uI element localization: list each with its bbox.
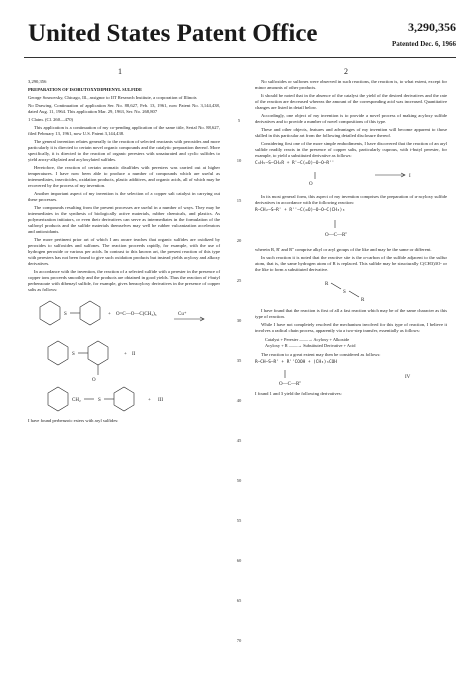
paragraph: No sulfoxides or sulfones were observed in such reactions, the reaction is, to what extent, except for minor amounts of other products. [255, 79, 447, 90]
scheme-label: O [92, 378, 96, 383]
benzene-ring [40, 301, 60, 325]
paragraph: Considering first one of the more simple embodiments, I have discovered that the reaction of an aryl sulfide readily reacts in the presence of copper salts, particularly cuprous, with t-butyl perester, for example, to yield a substituted derivative as follows: [255, 141, 447, 158]
scheme-label: R [325, 282, 329, 287]
scheme-label: II [132, 352, 136, 357]
scheme-plus: + [148, 398, 151, 403]
scheme-label: IV [405, 375, 411, 380]
bond [331, 283, 341, 289]
scheme-label: O—C—R'' [279, 382, 302, 387]
scheme-label: S [72, 352, 75, 357]
scheme-label: III [158, 398, 163, 403]
benzene-ring [48, 387, 68, 411]
paragraph: The general invention relates generally to the reaction of selected reactants with peroxides and more particularly it is directed to certain novel organic compounds and the catalytic preparation thereof. More specifically, it is directed to the reaction of organic peresters with unsaturated and cyclic sulfides to yield aroxy-alkylated and acyloxylated sulfides. [28, 139, 220, 162]
patent-title: PREPARATION OF ISOBUTOXYDIPHENYL SULFIDE [28, 87, 143, 92]
column-number-2: 2 [344, 67, 348, 76]
paragraph: Heretofore, the reaction of certain aromatic disulfides with peresters was carried out at higher temperatures. I have now been able to produce a number of compounds which are useful as intermediates, insecticides, oxidation products, plastic additives, and organic acids, all of which may be recovered by the process of my invention. [28, 165, 220, 188]
patent-date: Patented Dec. 6, 1966 [392, 40, 456, 48]
patent-number-small: 3,290,356 [28, 79, 47, 84]
line-number: 70 [236, 638, 242, 643]
paragraph: The more pertinent prior art of which I am aware teaches that organic sulfides are oxidized by peroxides to sulfoxides and sulfones. The reaction proceeds rapidly, for example, with the use of hydrogen peroxide or various per acids. In contrast to this known art, the present reaction of this type with peresters has not been found to give such oxidation products but instead yields acyloxy and alkoxy derivatives. [28, 237, 220, 266]
paragraph: It should be noted that in the absence of the catalyst the yield of the desired derivatives and the rate of the reaction are decreased whereas the amount of the corresponding acid was increased. Quantitative changes are listed in detail below. [255, 93, 447, 110]
line-number: 10 [236, 158, 242, 163]
equation: C₆H₅—S—CH₂R + R'—C(=O)—O—O—R'' [255, 161, 335, 166]
scheme-plus: + [108, 312, 111, 317]
scheme-label: S [64, 312, 67, 317]
paragraph: This application is a continuation of my co-pending application of the same title, Serial No. 88,627, filed February 13, 1961, now U.S. Patent 3,144,438. [28, 125, 220, 136]
reaction-scheme [28, 295, 220, 415]
scheme-label: CH₂ [72, 398, 81, 403]
paragraph: While I have not completely resolved the mechanism involved for this type of reaction, I believe it involves a radical chain process, apparently via a two-step transfer, essentially as follows: [255, 322, 447, 333]
paragraph: The compounds resulting from the present processes are useful in a number of ways. They may be intermediates in the synthesis of biologically active materials, rubber chemicals, and plastics. As polymerization initiators, or even their derivatives can serve as intermediates in the formulation of the sulfonyl products and the sulfide materials themselves may well be rubber vulcanization accelerators and antioxidants. [28, 205, 220, 234]
left-column [28, 79, 220, 426]
line-number: 15 [236, 198, 242, 203]
benzene-ring [114, 387, 134, 411]
paragraph: I have found perbenzoic esters with aryl sulfides: [28, 418, 119, 423]
right-column [255, 79, 447, 399]
filing-info: No Drawing. Continuation of application Ser. No. 88,627, Feb. 13, 1961, now Patent No. 3,144,438, dated Aug. 11, 1964. This application Mar. 29, 1963, Ser. No. 268,807 [28, 103, 220, 114]
patent-number: 3,290,356 [408, 20, 456, 34]
paragraph: wherein R, R' and R'' comprise alkyl or aryl groups of the like and may be the same or different. [255, 247, 432, 252]
mechanism-lines [265, 337, 447, 349]
column-number-1: 1 [118, 67, 122, 76]
line-number: 30 [236, 318, 242, 323]
bond [349, 291, 359, 297]
line-number: 40 [236, 398, 242, 403]
scheme-plus: + [124, 352, 127, 357]
equation-structure [255, 368, 447, 388]
benzene-ring [88, 341, 108, 365]
paragraph: The reaction to a great extent may then be considered as follows: [261, 352, 381, 357]
equation-structure [255, 216, 447, 244]
paragraph: These and other objects, features and advantages of my invention will become apparent to those skilled in this particular art from the following detailed disclosure thereof. [255, 127, 447, 138]
scheme-label: S [343, 290, 346, 295]
paragraph: In accordance with the invention, the reaction of a selected sulfide with a perester in the presence of copper ions proceeds smoothly and the products are obtained in good yields. Thus the reaction of t-butyl perbenzoate with dibenzyl sulfide, for example, gives benzoyloxy derivatives in the presence of copper salts as follows: [28, 269, 220, 292]
sulfur-structure [255, 275, 447, 305]
line-number: 65 [236, 598, 242, 603]
office-title: United States Patent Office [28, 20, 318, 47]
benzene-ring [80, 301, 100, 325]
line-number: 60 [236, 558, 242, 563]
scheme-label: R [361, 298, 365, 303]
scheme-label: O=C—O—C(CH₃)₃ [116, 312, 157, 317]
line-number: 20 [236, 238, 242, 243]
line-number: 5 [237, 118, 241, 123]
benzene-ring [48, 341, 68, 365]
equation-structure [255, 169, 447, 191]
scheme-label: S [98, 398, 101, 403]
assignor: George Sosnovsky, Chicago, Ill., assignor to IIT Research Institute, a corporation of Illinois [28, 95, 197, 100]
paragraph: In its most general form, this aspect of my invention comprises the preparation of α-acyloxy sulfide derivatives in accordance with the following reaction: [255, 194, 447, 205]
claims-line: 1 Claim. (Cl. 260—470) [28, 117, 74, 122]
line-number: 45 [236, 438, 242, 443]
scheme-label: O—C—R'' [325, 233, 348, 238]
line-number: 35 [236, 358, 242, 363]
paragraph: Accordingly, one object of my invention is to provide a novel process of making acyloxy sulfide derivatives and to provide a number of novel compositions of this type. [255, 113, 447, 124]
header-rule [24, 57, 456, 58]
line-number: 50 [236, 478, 242, 483]
mechanism-line: Acyloxy + R ——→ Substituted Derivative + Acid [265, 343, 356, 348]
equation: R—CH—S—R' + R''COOH + (CH₃)₃COH [255, 360, 337, 365]
mechanism-line: Catalyst + Perester ——→ Acyloxy + Alkoxide [265, 337, 350, 342]
paragraph: I have found that the reaction is first of all a fast reaction which may be of the same character as this type of reaction. [255, 308, 447, 319]
equation: R—CH₂—S—R' + R''—C(=O)—O—O—C(CH₃)₃ [255, 208, 345, 213]
paragraph: Another important aspect of my invention is the selection of a copper salt catalyst in carrying out these processes. [28, 191, 220, 202]
paragraph: In such reaction it is noted that the reactive site is the α-carbon of the sulfide adjacent to the sulfur atom, that is, the same hydrogen atom of R is replaced. This sulfide may be structurally C(CH3)3O- or the like to form a substituted derivative. [255, 255, 447, 272]
line-number: 55 [236, 518, 242, 523]
scheme-label: I [409, 174, 411, 179]
scheme-label: Cu⁺ [178, 312, 187, 317]
scheme-label: O [309, 182, 313, 187]
line-number: 25 [236, 278, 242, 283]
paragraph: I found 1 and 3 yield the following derivatives: [255, 391, 342, 396]
